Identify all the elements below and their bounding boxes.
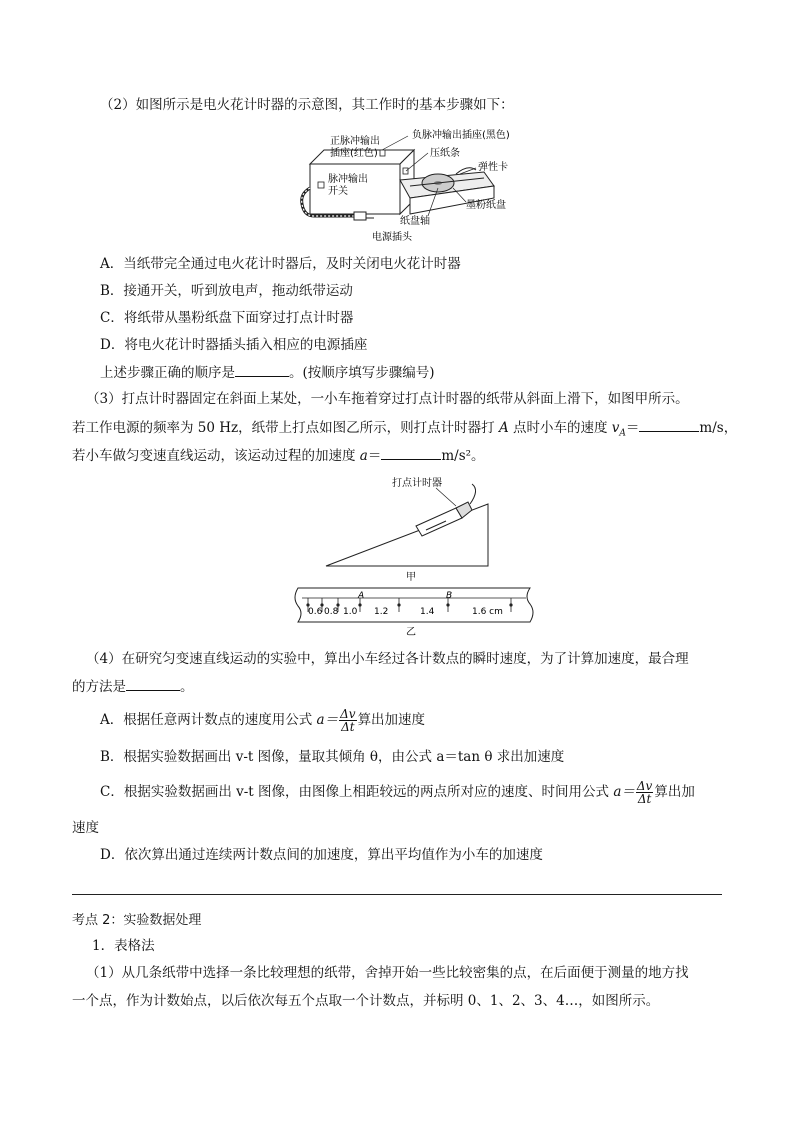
q2-intro: （2）如图所示是电火花计时器的示意图，其工作时的基本步骤如下： bbox=[100, 97, 514, 113]
q4-option-a bbox=[100, 706, 425, 734]
tape-label-6: 1.6 cm bbox=[472, 607, 503, 617]
formula-a-lhs: a＝ bbox=[613, 784, 635, 800]
q3-line1: （3）打点计时器固定在斜面上某处，一小车拖着穿过打点计时器的纸带从斜面上滑下，如图甲所示。 bbox=[86, 391, 689, 407]
q2-option-b: B．接通开关，听到放电声，拖动纸带运动 bbox=[100, 283, 353, 299]
q3-v-symbol: v bbox=[611, 420, 620, 436]
tape-label-4: 1.2 bbox=[374, 607, 389, 617]
formula-fraction bbox=[339, 708, 356, 733]
label-timer: 打点计时器 bbox=[392, 478, 442, 489]
q3-v-sub: A bbox=[619, 428, 626, 439]
label-disc-axis: 纸盘轴 bbox=[400, 216, 430, 227]
kp2-title: 考点 2：实验数据处理 bbox=[72, 913, 202, 928]
label-neg-socket: 负脉冲输出插座(黑色) bbox=[412, 130, 510, 141]
q3-line2-mid: 点时小车的速度 bbox=[508, 420, 612, 436]
q4-line2-pre: 的方法是 bbox=[72, 679, 126, 695]
tape-label-1: 0.6 bbox=[308, 607, 323, 617]
label-pos-socket: 插座(红色) bbox=[330, 148, 378, 159]
label-press-strip: 压纸条 bbox=[430, 148, 460, 159]
label-power-plug: 电源插头 bbox=[372, 232, 412, 243]
formula-num: Δv bbox=[636, 779, 653, 793]
formula-den: Δt bbox=[341, 720, 355, 734]
q3-line2-pre: 若工作电源的频率为 50 Hz，纸带上打点如图乙所示，则打点计时器打 bbox=[72, 420, 499, 436]
q4-optc-post: 算出加 bbox=[654, 784, 695, 800]
kp2-para-line1: （1）从几条纸带中选择一条比较理想的纸带，舍掉开始一些比较密集的点，在后面便于测量的地方找 bbox=[86, 965, 689, 981]
formula-den: Δt bbox=[637, 792, 652, 806]
q4-line2 bbox=[72, 677, 194, 696]
q4-optc-pre: C．根据实验数据画出 v-t 图像，由图像上相距较远的两点所对应的速度、时间用公式 bbox=[100, 784, 614, 800]
tape-point-b: B bbox=[446, 591, 453, 601]
formula-a-lhs: a＝ bbox=[316, 712, 339, 728]
q3-line3-pre: 若小车做匀变速直线运动，该运动过程的加速度 bbox=[72, 448, 360, 464]
q2-order-line bbox=[100, 363, 435, 382]
label-switch: 开关 bbox=[328, 186, 348, 197]
incline-tape-figure bbox=[286, 474, 536, 640]
answer-blank bbox=[639, 418, 699, 432]
q2-order-post: 。(按顺序填写步骤编号) bbox=[289, 365, 435, 381]
q4-opta-post: 算出加速度 bbox=[357, 712, 426, 728]
q4-option-c-tail: 速度 bbox=[72, 820, 99, 836]
tape-label-2: 0.8 bbox=[324, 607, 339, 617]
kp2-subtitle: 1．表格法 bbox=[92, 938, 155, 954]
label-jia: 甲 bbox=[406, 572, 416, 583]
q3-v-unit: m/s， bbox=[699, 420, 738, 436]
q3-a-unit: m/s²。 bbox=[441, 448, 485, 464]
formula-fraction bbox=[636, 780, 653, 805]
q3-a-symbol: a bbox=[359, 448, 368, 464]
answer-blank bbox=[235, 363, 289, 377]
q4-option-d: D．依次算出通过连续两计数点间的加速度，算出平均值作为小车的加速度 bbox=[100, 847, 543, 863]
kp2-para-line2: 一个点，作为计数始点，以后依次每五个点取一个计数点，并标明 0、1、2、3、4…，如图所示。 bbox=[72, 993, 660, 1009]
q4-option-c bbox=[100, 778, 695, 806]
tape-label-3: 1.0 bbox=[343, 607, 358, 617]
answer-blank bbox=[126, 677, 180, 691]
answer-blank bbox=[381, 446, 441, 460]
q3-point-a: A bbox=[498, 420, 509, 436]
q4-line1: （4）在研究匀变速直线运动的实验中，算出小车经过各计数点的瞬时速度，为了计算加速度，最合理 bbox=[86, 651, 689, 667]
q3-line2 bbox=[72, 418, 737, 443]
q4-option-b: B．根据实验数据画出 v-t 图像，量取其倾角 θ，由公式 a＝tan θ 求出加速度 bbox=[100, 749, 565, 765]
q2-order-pre: 上述步骤正确的顺序是 bbox=[100, 365, 235, 381]
q2-option-d: D．将电火花计时器插头插入相应的电源插座 bbox=[100, 337, 368, 353]
tape-point-a: A bbox=[358, 591, 365, 601]
q3-v-eq: ＝ bbox=[625, 420, 640, 436]
label-pos-output: 正脉冲输出 bbox=[330, 136, 380, 147]
q2-option-a: A．当纸带完全通过电火花计时器后，及时关闭电火花计时器 bbox=[100, 256, 461, 272]
tape-label-5: 1.4 bbox=[420, 607, 435, 617]
label-yi: 乙 bbox=[406, 627, 416, 638]
q2-option-c: C．将纸带从墨粉纸盘下面穿过打点计时器 bbox=[100, 310, 354, 326]
label-ink-disc: 墨粉纸盘 bbox=[466, 200, 506, 211]
q3-a-eq: ＝ bbox=[367, 448, 382, 464]
label-pulse-output: 脉冲输出 bbox=[328, 174, 368, 185]
spark-timer-figure bbox=[288, 128, 538, 246]
q3-line3 bbox=[72, 446, 485, 465]
section-divider bbox=[72, 894, 722, 895]
q4-opta-pre: A．根据任意两计数点的速度用公式 bbox=[100, 712, 317, 728]
label-spring-clip: 弹性卡 bbox=[478, 162, 508, 173]
q4-line2-post: 。 bbox=[180, 679, 194, 695]
formula-num: Δv bbox=[340, 707, 356, 721]
